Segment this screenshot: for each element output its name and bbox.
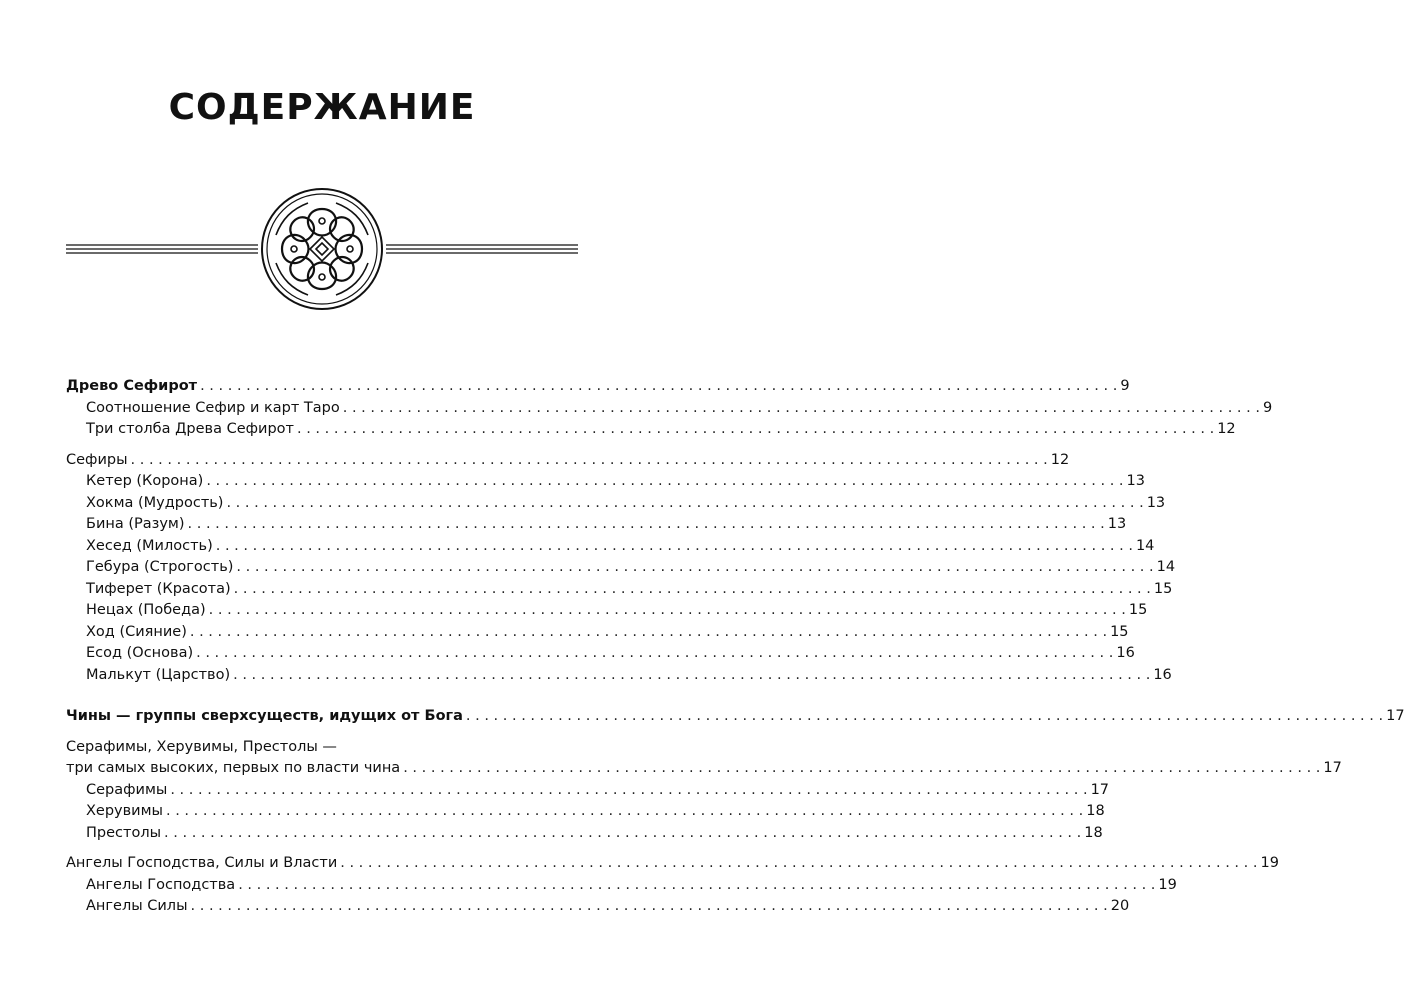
section-gap bbox=[66, 844, 564, 853]
page-title: СОДЕРЖАНИЕ bbox=[168, 87, 476, 128]
dot-leader bbox=[206, 471, 1123, 493]
toc-entry[interactable] bbox=[66, 737, 1342, 780]
toc-entry-page: 12 bbox=[1050, 451, 1070, 468]
toc-entry-label: Херувимы bbox=[86, 803, 163, 819]
toc-entry-label: Престолы bbox=[86, 824, 162, 841]
celtic-knot-medallion-icon bbox=[262, 189, 382, 309]
toc-entry-page: 14 bbox=[1135, 537, 1155, 554]
dot-leader bbox=[233, 665, 1150, 687]
dot-leader bbox=[216, 536, 1133, 558]
dot-leader bbox=[340, 853, 1257, 875]
divider-lines bbox=[66, 245, 578, 253]
toc-entry-label: Ангелы Силы bbox=[86, 898, 188, 914]
toc-entry[interactable] bbox=[66, 780, 1110, 802]
dot-leader bbox=[234, 579, 1151, 601]
toc-entry[interactable] bbox=[66, 579, 1173, 601]
dot-leader bbox=[209, 600, 1126, 622]
dot-leader bbox=[200, 376, 1117, 398]
toc-entry-label-line2: три самых высоких, первых по власти чина bbox=[66, 760, 401, 776]
toc-entry-label: Ангелы Господства bbox=[86, 876, 236, 893]
dot-leader bbox=[131, 450, 1048, 472]
toc-entry-page: 18 bbox=[1086, 803, 1105, 819]
toc-entry[interactable] bbox=[66, 557, 1176, 579]
toc-entry-label: Серафимы bbox=[86, 781, 168, 798]
toc-entry-label: Бина (Разум) bbox=[86, 516, 185, 532]
dot-leader bbox=[238, 875, 1155, 897]
toc-entry-page: 12 bbox=[1217, 421, 1236, 437]
toc-entry-page: 16 bbox=[1116, 645, 1135, 661]
table-of-contents bbox=[66, 376, 1405, 918]
toc-entry-label: Чины — группы сверхсуществ, идущих от Бога bbox=[66, 708, 463, 724]
toc-entry[interactable] bbox=[66, 875, 1177, 897]
toc-entry-page: 15 bbox=[1153, 580, 1173, 597]
dot-leader bbox=[196, 643, 1113, 665]
toc-entry[interactable] bbox=[66, 471, 1145, 493]
toc-entry[interactable] bbox=[66, 896, 1130, 918]
toc-entry-label: Гебура (Строгость) bbox=[86, 559, 234, 575]
toc-entry[interactable] bbox=[66, 376, 1130, 398]
toc-entry[interactable] bbox=[66, 823, 1103, 845]
toc-entry-label: Хесед (Милость) bbox=[86, 537, 213, 554]
dot-leader bbox=[170, 780, 1087, 802]
toc-entry[interactable] bbox=[66, 643, 1135, 665]
toc-entry-label: Три столба Древа Сефирот bbox=[86, 421, 294, 437]
section-gap bbox=[66, 686, 564, 706]
toc-entry-label: Ангелы Господства, Силы и Власти bbox=[66, 855, 338, 871]
toc-entry[interactable] bbox=[66, 419, 1236, 441]
toc-entry-page: 17 bbox=[1386, 708, 1405, 724]
toc-entry-label: Ход (Сияние) bbox=[86, 623, 187, 640]
dot-leader bbox=[191, 896, 1108, 918]
dot-leader bbox=[188, 514, 1105, 536]
toc-entry-page: 13 bbox=[1146, 494, 1166, 511]
toc-entry-label: Тиферет (Красота) bbox=[86, 580, 231, 597]
toc-entry[interactable] bbox=[66, 493, 1166, 515]
toc-entry-label: Кетер (Корона) bbox=[86, 473, 204, 489]
dot-leader bbox=[164, 823, 1081, 845]
toc-entry[interactable] bbox=[66, 450, 1070, 472]
toc-entry-label: Малькут (Царство) bbox=[86, 666, 231, 683]
toc-entry-page: 13 bbox=[1107, 516, 1127, 532]
dot-leader bbox=[297, 419, 1214, 441]
dot-leader bbox=[236, 557, 1153, 579]
toc-entry[interactable] bbox=[66, 514, 1127, 536]
toc-entry-label: Сефиры bbox=[66, 451, 128, 468]
toc-entry-page: 17 bbox=[1090, 781, 1110, 798]
toc-entry-page: 17 bbox=[1323, 760, 1342, 776]
toc-entry-page: 15 bbox=[1110, 623, 1129, 640]
toc-entry-label: Соотношение Сефир и карт Таро bbox=[86, 399, 340, 416]
toc-entry[interactable] bbox=[66, 536, 1155, 558]
toc-entry-page: 9 bbox=[1120, 378, 1130, 394]
dot-leader bbox=[166, 801, 1083, 823]
toc-entry-label: Нецах (Победа) bbox=[86, 602, 206, 618]
dot-leader bbox=[226, 493, 1143, 515]
toc-entry-page: 14 bbox=[1156, 559, 1176, 575]
toc-entry-page: 13 bbox=[1126, 473, 1145, 489]
dot-leader bbox=[466, 706, 1383, 728]
dot-leader bbox=[343, 398, 1260, 420]
toc-entry-label-line1: Серафимы, Херувимы, Престолы — bbox=[66, 738, 337, 755]
toc-entry-page: 19 bbox=[1158, 876, 1177, 893]
toc-entry-label: Есод (Основа) bbox=[86, 645, 194, 661]
toc-entry[interactable] bbox=[66, 622, 1129, 644]
toc-entry[interactable] bbox=[66, 398, 1273, 420]
section-gap bbox=[66, 441, 564, 450]
toc-entry-page: 18 bbox=[1084, 824, 1103, 841]
toc-entry-page: 19 bbox=[1260, 855, 1279, 871]
toc-entry-label: Хокма (Мудрость) bbox=[86, 494, 224, 511]
toc-entry[interactable] bbox=[66, 665, 1172, 687]
toc-entry[interactable] bbox=[66, 600, 1148, 622]
ornament-divider bbox=[0, 190, 644, 310]
toc-entry-label: Древо Сефирот bbox=[66, 378, 198, 394]
toc-entry[interactable] bbox=[66, 801, 1105, 823]
toc-entry-page: 16 bbox=[1153, 666, 1172, 683]
toc-entry[interactable] bbox=[66, 706, 1405, 728]
toc-entry-page: 15 bbox=[1128, 602, 1148, 618]
toc-entry-page: 9 bbox=[1262, 399, 1273, 416]
section-gap bbox=[66, 728, 564, 737]
toc-entry[interactable] bbox=[66, 853, 1279, 875]
toc-entry-page: 20 bbox=[1110, 898, 1130, 914]
dot-leader bbox=[190, 622, 1107, 644]
dot-leader bbox=[403, 758, 1320, 780]
